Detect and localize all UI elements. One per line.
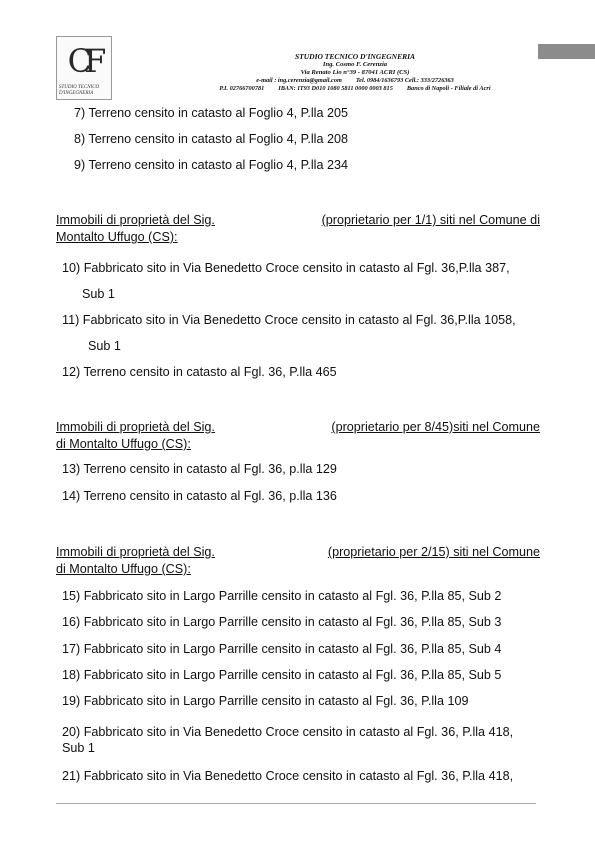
list-item-continuation: Sub 1: [82, 287, 115, 301]
studio-bank: Banco di Napoli - Filiale di Acri: [406, 85, 491, 92]
section-heading: [56, 419, 540, 453]
studio-title: STUDIO TECNICO D'INGEGNERIA: [294, 52, 416, 61]
logo-monogram: CF: [67, 42, 99, 80]
list-item: 20) Fabbricato sito in Via Benedetto Croce censito in catasto al Fgl. 36, P.lla 418,: [62, 725, 514, 739]
list-item: 16) Fabbricato sito in Largo Parrille censito in catasto al Fgl. 36, P.lla 85, Sub 3: [62, 615, 502, 629]
owner-label: Immobili di proprietà del Sig.: [56, 545, 215, 559]
studio-iban: IBAN: IT93 D010 1080 5811 0000 0003 815: [278, 85, 393, 92]
engineer-name: Ing. Cosmo F. Cerenzia: [322, 61, 388, 68]
logo-caption: STUDIO TECNICO D'INGEGNERIA: [59, 85, 100, 96]
list-item: 14) Terreno censito in catasto al Fgl. 36, p.lla 136: [62, 489, 337, 503]
list-item: 17) Fabbricato sito in Largo Parrille censito in catasto al Fgl. 36, P.lla 85, Sub 4: [62, 642, 502, 656]
list-item: 12) Terreno censito in catasto al Fgl. 36, P.lla 465: [62, 365, 337, 379]
list-item: 18) Fabbricato sito in Largo Parrille censito in catasto al Fgl. 36, P.lla 85, Sub 5: [62, 668, 502, 682]
studio-logo: [56, 36, 112, 100]
studio-contacts: [150, 77, 560, 85]
list-item: 10) Fabbricato sito in Via Benedetto Croce censito in catasto al Fgl. 36,P.lla 387,: [62, 261, 510, 275]
list-item: 19) Fabbricato sito in Largo Parrille censito in catasto al Fgl. 36, P.lla 109: [62, 694, 469, 708]
section-heading: [56, 544, 540, 578]
section-heading: [56, 212, 540, 246]
studio-vat: P.I. 02766700781: [219, 85, 265, 92]
municipality: di Montalto Uffugo (CS):: [56, 562, 191, 576]
studio-fiscal: [150, 85, 560, 93]
studio-address: Via Renato Lio n°39 - 87041 ACRI (CS): [300, 69, 410, 76]
ownership-share: (proprietario per 8/45)siti nel Comune: [331, 420, 540, 434]
list-item-continuation: Sub 1: [62, 741, 95, 755]
ownership-share: (proprietario per 2/15) siti nel Comune: [327, 545, 540, 559]
studio-phones: Tel. 0984/1636793 Cell.: 333/2726363: [355, 77, 454, 84]
list-item: 15) Fabbricato sito in Largo Parrille censito in catasto al Fgl. 36, P.lla 85, Sub 2: [62, 589, 502, 603]
municipality: di Montalto Uffugo (CS):: [56, 437, 191, 451]
list-item: 8) Terreno censito in catasto al Foglio 4, P.lla 208: [74, 132, 348, 146]
ownership-share: (proprietario per 1/1) siti nel Comune di: [321, 213, 540, 227]
municipality: Montalto Uffugo (CS):: [56, 230, 178, 244]
list-item-continuation: Sub 1: [88, 339, 121, 353]
list-item: 7) Terreno censito in catasto al Foglio 4, P.lla 205: [74, 106, 348, 120]
letterhead: [150, 52, 560, 93]
footer-divider: [56, 803, 536, 804]
studio-email: e-mail : ing.cerenzia@gmail.com: [256, 77, 342, 84]
owner-label: Immobili di proprietà del Sig.: [56, 213, 215, 227]
list-item: 9) Terreno censito in catasto al Foglio 4, P.lla 234: [74, 158, 348, 172]
list-item: 21) Fabbricato sito in Via Benedetto Croce censito in catasto al Fgl. 36, P.lla 418,: [62, 769, 514, 783]
owner-label: Immobili di proprietà del Sig.: [56, 420, 215, 434]
list-item: 13) Terreno censito in catasto al Fgl. 36, p.lla 129: [62, 462, 337, 476]
list-item: 11) Fabbricato sito in Via Benedetto Croce censito in catasto al Fgl. 36,P.lla 1058,: [62, 313, 516, 327]
